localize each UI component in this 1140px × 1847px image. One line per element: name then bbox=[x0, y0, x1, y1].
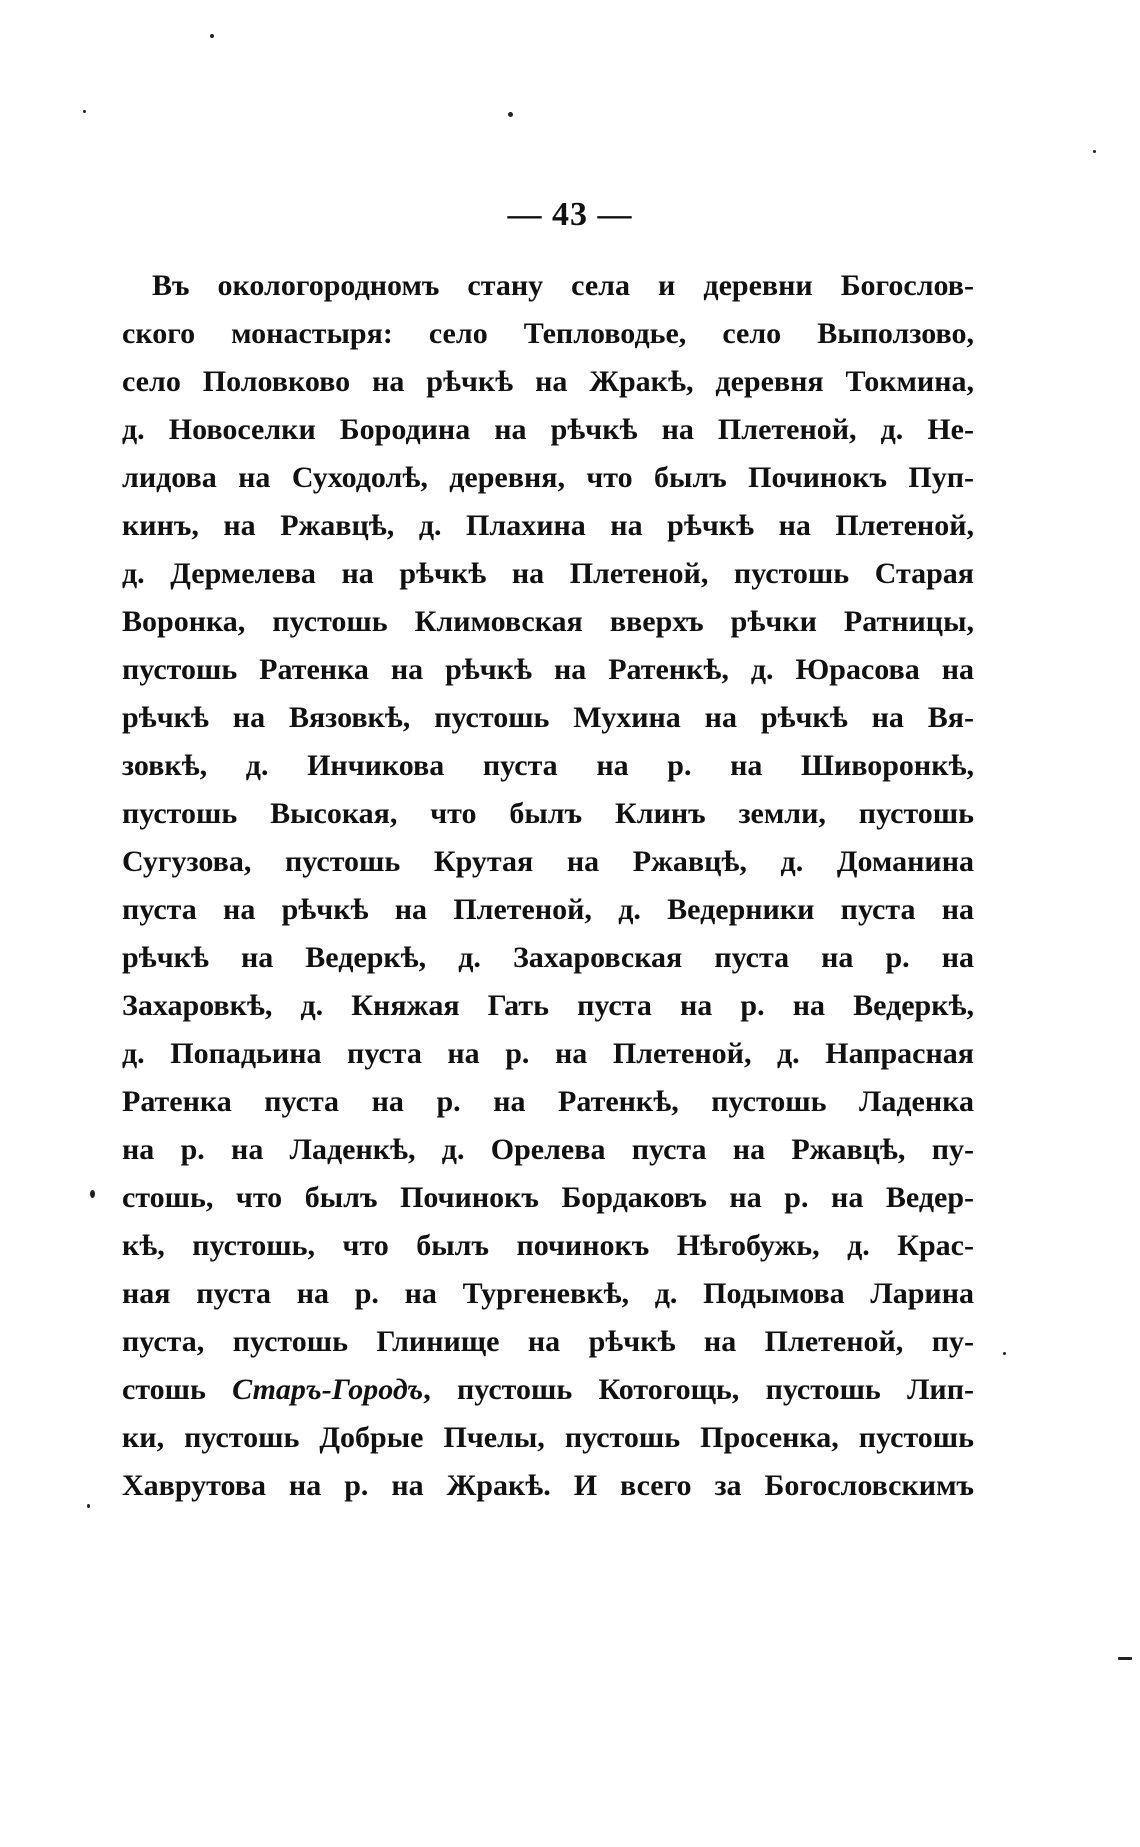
text-line: Ратенка пуста на р. на Ратенкѣ, пустошь Ладенка bbox=[122, 1085, 974, 1118]
text-line: рѣчкѣ на Вязовкѣ, пустошь Мухина на рѣчкѣ на Вя- bbox=[122, 701, 974, 734]
scan-speck bbox=[1118, 1657, 1132, 1660]
scan-speck bbox=[210, 34, 214, 38]
text-line: на р. на Ладенкѣ, д. Орелева пуста на Ржавцѣ, пу- bbox=[122, 1133, 974, 1166]
scan-speck bbox=[83, 110, 86, 113]
scan-speck bbox=[508, 112, 513, 117]
text-line: д. Новоселки Бородина на рѣчкѣ на Плетеной, д. Не- bbox=[122, 413, 974, 446]
text-line: ского монастыря: село Тепловодье, село Выползово, bbox=[122, 317, 974, 350]
text-line: кѣ, пустошь, что былъ починокъ Нѣгобужь, д. Крас- bbox=[122, 1229, 974, 1262]
text-segment: стошь bbox=[122, 1373, 233, 1406]
text-line: стошь, что былъ Починокъ Бордаковъ на р. на Ведер- bbox=[122, 1181, 974, 1214]
text-line: Захаровкѣ, д. Княжая Гать пуста на р. на Ведеркѣ, bbox=[122, 989, 974, 1022]
text-line: Воронка, пустошь Климовская вверхъ рѣчки Ратницы, bbox=[122, 605, 974, 638]
text-line: ная пуста на р. на Тургеневкѣ, д. Подымова Ларина bbox=[122, 1277, 974, 1310]
text-line: ки, пустошь Добрые Пчелы, пустошь Просенка, пустошь bbox=[122, 1421, 974, 1454]
page-number: — 43 — bbox=[507, 196, 633, 233]
scan-speck bbox=[90, 1190, 95, 1198]
text-line: Въ окологородномъ стану села и деревни Богослов- bbox=[152, 269, 974, 302]
scan-speck bbox=[1003, 1352, 1006, 1355]
body-text bbox=[122, 262, 974, 1510]
scan-speck bbox=[87, 1504, 90, 1508]
text-line: пустошь Ратенка на рѣчкѣ на Ратенкѣ, д. Юрасова на bbox=[122, 653, 974, 686]
italic-place-name: Старъ-Городъ bbox=[232, 1373, 424, 1406]
text-line: рѣчкѣ на Ведеркѣ, д. Захаровская пуста на р. на bbox=[122, 941, 974, 974]
text-line: Хаврутова на р. на Жракѣ. И всего за Богословскимъ bbox=[122, 1469, 974, 1502]
text-line: д. Дермелева на рѣчкѣ на Плетеной, пустошь Старая bbox=[122, 557, 974, 590]
scan-speck bbox=[1093, 150, 1096, 153]
text-line: зовкѣ, д. Инчикова пуста на р. на Шиворонкѣ, bbox=[122, 749, 974, 782]
text-line: пуста на рѣчкѣ на Плетеной, д. Ведерники пуста на bbox=[122, 893, 974, 926]
text-line: д. Попадьина пуста на р. на Плетеной, д. Напрасная bbox=[122, 1037, 974, 1070]
text-line: кинъ, на Ржавцѣ, д. Плахина на рѣчкѣ на Плетеной, bbox=[122, 509, 974, 542]
text-line: село Половково на рѣчкѣ на Жракѣ, деревня Токмина, bbox=[122, 365, 974, 398]
text-line: пустошь Высокая, что былъ Клинъ земли, пустошь bbox=[122, 797, 974, 830]
text-line bbox=[122, 1366, 974, 1414]
text-line: Сугузова, пустошь Крутая на Ржавцѣ, д. Доманина bbox=[122, 845, 974, 878]
text-line: лидова на Суходолѣ, деревня, что былъ Починокъ Пуп- bbox=[122, 461, 974, 494]
text-segment: , пустошь Котогощь, пустошь Лип- bbox=[423, 1373, 974, 1406]
text-line: пуста, пустошь Глинище на рѣчкѣ на Плетеной, пу- bbox=[122, 1325, 974, 1358]
